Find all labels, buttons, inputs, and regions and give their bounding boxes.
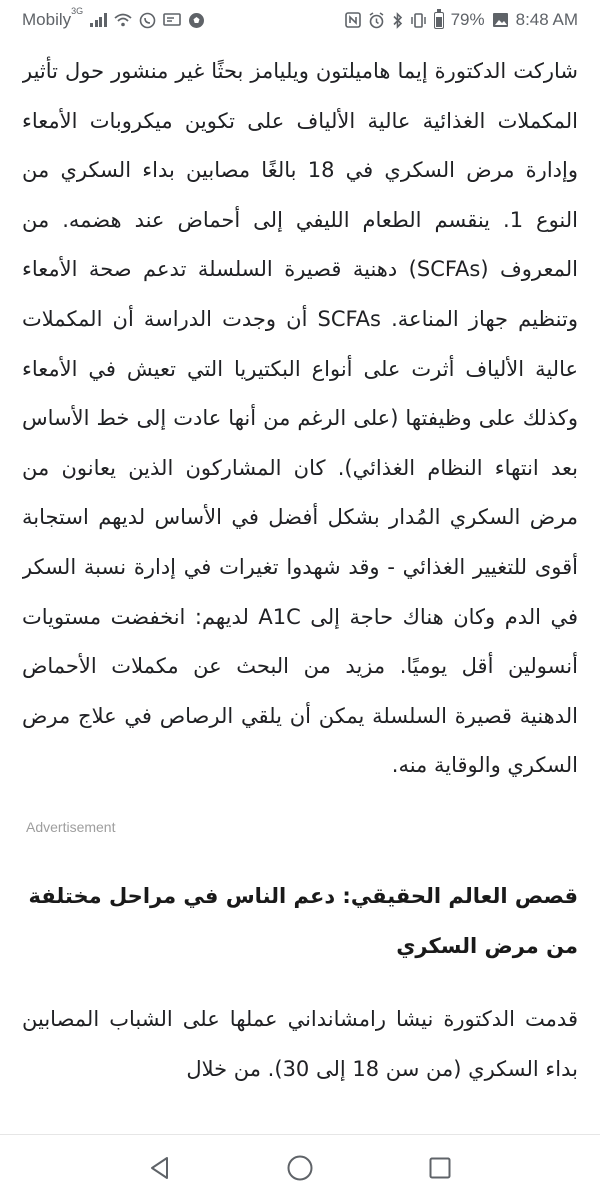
home-icon [286,1154,314,1182]
back-icon [147,1155,173,1181]
wifi-icon [114,13,132,27]
advertisement-label: Advertisement [26,818,116,835]
status-bar-right [345,10,578,30]
home-button[interactable] [280,1148,320,1188]
image-icon [492,12,509,28]
battery-fill [436,17,442,26]
message-icon [163,12,181,28]
alarm-icon [368,12,385,29]
navigation-bar [0,1134,600,1200]
battery-percent: 79% [450,10,485,29]
status-bar [0,0,600,40]
bluetooth-icon [392,12,403,29]
article-paragraph: شاركت الدكتورة إيما هاميلتون ويليامز بحثًا غير منشور حول تأثير المكملات الغذائية عالية الألياف على تكوين ميكروبات الأمعاء وإدارة مرض السكري في 18 بالغًا مصابين بداء السكري من النوع 1. ينقسم الطعام الليفي إلى أحماض عند هضمه. من المعروف (SCFAs) دهنية قصيرة السلسلة تدعم صحة الأمعاء وتنظيم جهاز المناعة. SCFAs أن وجدت الدراسة أن المكملات عالية الألياف أثرت على أنواع البكتيريا التي تعيش في الأمعاء وكذلك على وظيفتها (على الرغم من أنها عادت إلى خط الأساس بعد انتهاء النظام الغذائي). كان المشاركون الذين يعانون من مرض السكري المُدار بشكل أفضل في الأساس لديهم استجابة أقوى للتغيير الغذائي - وقد شهدوا تغيرات في إدارة نسبة السكر في الدم وكان هناك حاجة إلى A1C لديهم: انخفضت مستويات أنسولين أقل يوميًا. مزيد من البحث عن مكملات الأحماض الدهنية قصيرة السلسلة يمكن أن يلقي الرصاص في علاج مرض السكري والوقاية منه. [22,59,578,778]
vibrate-icon [410,12,427,29]
recents-button[interactable] [420,1148,460,1188]
network-type: 3G [71,6,84,17]
battery-icon [434,12,444,29]
whatsapp-icon [139,12,156,29]
article-content [22,40,578,1130]
nfc-icon [345,12,361,28]
section-heading: قصص العالم الحقيقي: دعم الناس في مراحل مختلفة من مرض السكري [28,883,578,958]
signal-icon [90,13,107,27]
clock-time: 8:48 AM [515,10,578,29]
status-bar-left [22,6,205,30]
article-paragraph-2: قدمت الدكتورة نيشا رامشانداني عملها على الشباب المصابين بداء السكري (من سن 18 إلى 30). من خلال [22,1006,578,1081]
recents-icon [428,1156,452,1180]
football-icon [188,12,205,29]
back-button[interactable] [140,1148,180,1188]
carrier-label: Mobily$^{3G}$ [22,6,84,29]
